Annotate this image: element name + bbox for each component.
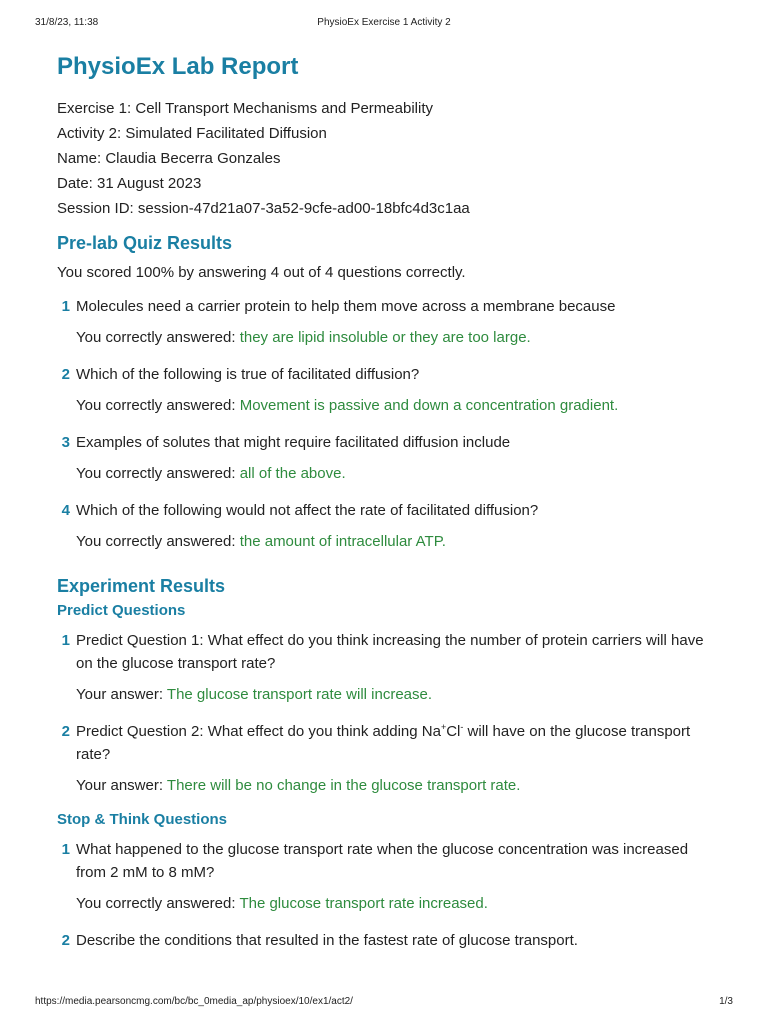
- answer-prefix: You correctly answered:: [76, 397, 240, 414]
- exercise-line: Exercise 1: Cell Transport Mechanisms and Permeability: [57, 100, 433, 117]
- question-text: Predict Question 2: What effect do you think adding Na+Cl- will have on the glucose transport rate?: [76, 722, 691, 763]
- print-page-number: 1/3: [719, 996, 733, 1007]
- question-number: 1: [61, 298, 70, 315]
- list-item: [57, 838, 717, 914]
- question-text: Examples of solutes that might require facilitated diffusion include: [76, 434, 511, 451]
- name-line: Name: Claudia Becerra Gonzales: [57, 150, 281, 167]
- correct-answer: all of the above.: [239, 465, 346, 482]
- prelab-question-list: [57, 295, 717, 552]
- answer-prefix: You correctly answered:: [76, 895, 240, 912]
- answer-line: [76, 396, 717, 416]
- your-answer: There will be no change in the glucose transport rate.: [166, 777, 521, 794]
- stop-think-question-list: [57, 838, 717, 952]
- answer-line: [76, 328, 717, 348]
- question-number: 2: [61, 366, 70, 383]
- predict-question-list: [57, 629, 717, 796]
- report-meta: [57, 96, 717, 221]
- answer-prefix: You correctly answered:: [76, 329, 240, 346]
- date-line: Date: 31 August 2023: [57, 175, 202, 192]
- question-number: 1: [61, 841, 70, 858]
- answer-prefix: You correctly answered:: [76, 465, 240, 482]
- answer-line: [76, 776, 717, 796]
- correct-answer: Movement is passive and down a concentration gradient.: [239, 397, 619, 414]
- question-text: Predict Question 1: What effect do you think increasing the number of protein carriers will have on the glucose transport rate?: [76, 632, 704, 672]
- question-number: 2: [61, 723, 70, 740]
- list-item: [57, 929, 717, 952]
- answer-prefix: Your answer:: [76, 777, 167, 794]
- question-number: 3: [61, 434, 70, 451]
- report-content: [57, 52, 717, 952]
- list-item: [57, 720, 717, 796]
- prelab-score: You scored 100% by answering 4 out of 4 questions correctly.: [57, 264, 466, 281]
- report-title: PhysioEx Lab Report: [57, 53, 299, 80]
- answer-prefix: Your answer:: [76, 686, 167, 703]
- list-item: [57, 295, 717, 348]
- list-item: [57, 499, 717, 552]
- correct-answer: the amount of intracellular ATP.: [239, 533, 446, 550]
- question-text: Which of the following is true of facilitated diffusion?: [76, 366, 420, 383]
- question-text: Which of the following would not affect the rate of facilitated diffusion?: [76, 502, 539, 519]
- experiment-heading: Experiment Results: [57, 576, 226, 596]
- answer-line: [76, 464, 717, 484]
- question-text: Describe the conditions that resulted in the fastest rate of glucose transport.: [76, 932, 578, 949]
- question-number: 2: [61, 932, 70, 949]
- correct-answer: The glucose transport rate increased.: [239, 895, 488, 912]
- correct-answer: they are lipid insoluble or they are too large.: [239, 329, 531, 346]
- answer-line: [76, 685, 717, 705]
- question-text: What happened to the glucose transport rate when the glucose concentration was increased from 2 mM to 8 mM?: [76, 841, 689, 881]
- list-item: [57, 629, 717, 705]
- list-item: [57, 363, 717, 416]
- your-answer: The glucose transport rate will increase.: [166, 686, 433, 703]
- question-number: 1: [61, 632, 70, 649]
- print-footer: [35, 996, 733, 1010]
- predict-heading: Predict Questions: [57, 602, 186, 619]
- print-header: [35, 17, 733, 31]
- answer-prefix: You correctly answered:: [76, 533, 240, 550]
- session-line: Session ID: session-47d21a07-3a52-9cfe-ad00-18bfc4d3c1aa: [57, 200, 470, 217]
- list-item: [57, 431, 717, 484]
- print-timestamp: 31/8/23, 11:38: [35, 17, 99, 28]
- activity-line: Activity 2: Simulated Facilitated Diffusion: [57, 125, 327, 142]
- print-url: https://media.pearsoncmg.com/bc/bc_0media_ap/physioex/10/ex1/act2/: [35, 996, 353, 1007]
- question-number: 4: [61, 502, 70, 519]
- answer-line: [76, 894, 717, 914]
- stop-think-heading: Stop & Think Questions: [57, 811, 228, 828]
- answer-line: [76, 532, 717, 552]
- question-text: Molecules need a carrier protein to help them move across a membrane because: [76, 298, 616, 315]
- prelab-heading: Pre-lab Quiz Results: [57, 233, 233, 253]
- print-doc-title: PhysioEx Exercise 1 Activity 2: [317, 17, 451, 28]
